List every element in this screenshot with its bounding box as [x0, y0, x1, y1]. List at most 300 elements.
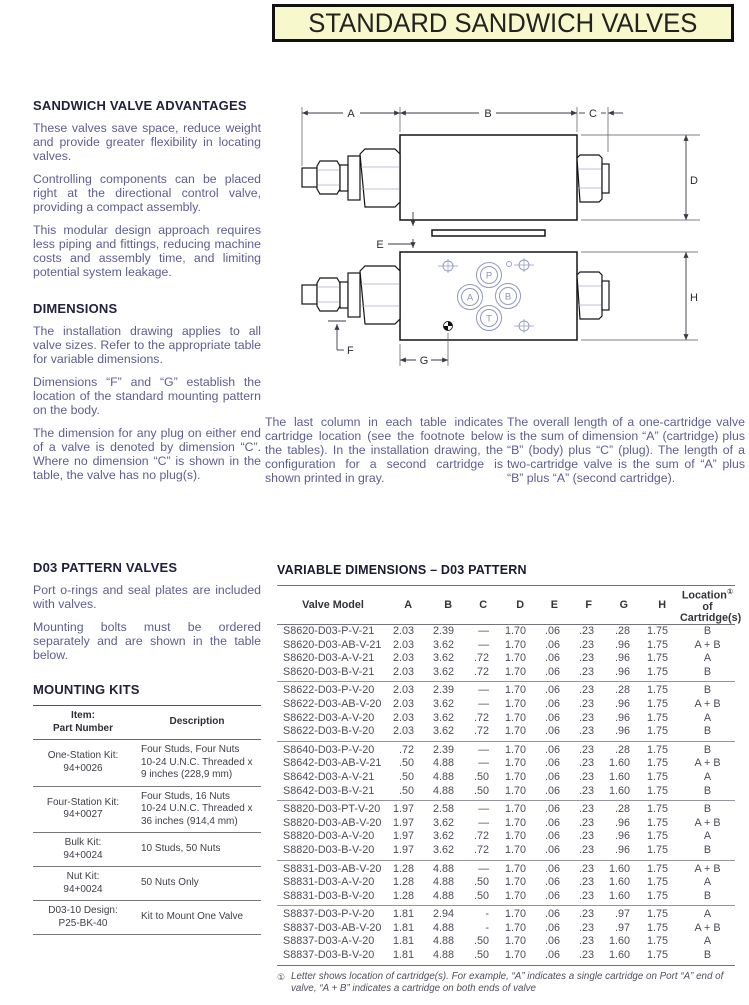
valve-model-cell: S8820-D03-A-V-20	[283, 830, 375, 843]
dimension-cell: 1.81	[392, 921, 414, 934]
col-header-D: D	[501, 586, 538, 625]
dimension-cell: 1.70	[504, 697, 526, 710]
mounting-kit-row	[33, 867, 261, 901]
section-heading-d03: D03 PATTERN VALVES	[33, 560, 178, 575]
valve-model-cell: S8620-D03-B-V-21	[283, 665, 375, 678]
cartridge-location-cell: A + B	[694, 921, 721, 934]
dimension-cell: .28	[606, 682, 642, 698]
dimension-cell: 1.70	[504, 949, 526, 962]
dimension-cell: 3.62	[432, 725, 454, 738]
dimension-cell: .06	[544, 697, 560, 710]
dimension-cell: .50	[398, 784, 414, 797]
valve-model-cell: S8642-D03-AB-V-21	[283, 757, 382, 770]
title-banner	[272, 4, 734, 42]
dimension-cell: .28	[614, 625, 630, 637]
valve-model-cell: S8622-D03-AB-V-20	[283, 697, 382, 710]
paragraph: Mounting bolts must be ordered separately and are shown in the table below.	[33, 620, 261, 662]
col-header-valve-model: Valve Model	[277, 586, 389, 625]
dimension-cell: 1.60	[608, 770, 630, 783]
col-header-E: E	[538, 586, 572, 625]
table-row	[277, 860, 735, 876]
dimension-cell: 1.60	[608, 889, 630, 902]
paragraph: These valves save space, reduce weight and provide greater flexibility in locating valves.	[33, 121, 261, 163]
cartridge-location-cell: A	[680, 906, 735, 922]
dimension-cell: -	[466, 906, 501, 922]
kit-part-number: Nut Kit: 94+0024	[33, 867, 133, 901]
valve-model-cell: S8640-D03-P-V-20	[277, 741, 389, 757]
dim-label-h: H	[690, 292, 698, 304]
table-row	[277, 639, 735, 653]
dimension-cell: 1.75	[642, 682, 680, 698]
cartridge-location-cell: A	[703, 770, 712, 783]
port-t	[477, 306, 502, 331]
dimension-cell: 2.94	[426, 906, 466, 922]
dimension-cell: 2.03	[392, 711, 414, 724]
dimension-cell: —	[466, 741, 501, 757]
dimension-cell: 1.70	[504, 935, 526, 948]
cartridge-location-cell: B	[703, 725, 712, 738]
dimension-cell: 1.28	[392, 889, 414, 902]
dimension-cell: 1.60	[608, 876, 630, 889]
dimension-cell: .28	[606, 801, 642, 817]
table-row	[277, 712, 735, 726]
kit-part-number: D03-10 Design: P25-BK-40	[33, 901, 133, 935]
dimension-cell: —	[466, 860, 501, 876]
dimension-cell: 1.75	[646, 652, 668, 665]
valve-model-cell: S8831-D03-B-V-20	[283, 889, 375, 902]
dimension-cell: .06	[544, 665, 560, 678]
valve-model-cell: S8620-D03-P-V-21	[283, 625, 375, 637]
dimension-cell: .23	[578, 784, 594, 797]
bottom-view	[302, 252, 701, 367]
dimension-cell: .23	[578, 935, 594, 948]
col-header-B: B	[426, 586, 466, 625]
dimension-cell: —	[466, 801, 501, 817]
paragraph: The dimension for any plug on either end of a valve is denoted by dimension “C”. Where no dimension “C” is shown in the table, the valve has no plug(s).	[33, 426, 261, 482]
dimension-cell: 1.97	[392, 816, 414, 829]
table-row	[277, 935, 735, 949]
dimension-cell: .06	[544, 625, 560, 637]
dimension-cell: .23	[572, 682, 606, 698]
valve-model-cell: S8622-D03-P-V-20	[277, 682, 389, 698]
dimension-cell: .97	[606, 906, 642, 922]
valve-model-cell: S8820-D03-PT-V-20	[277, 801, 389, 817]
dimension-cell: 3.62	[432, 843, 454, 856]
dim-label-b: B	[484, 108, 492, 120]
dimension-cell: 1.75	[642, 741, 680, 757]
dimension-cell: .23	[578, 652, 594, 665]
dimension-cell: 1.70	[504, 770, 526, 783]
dimension-cell: 1.75	[646, 665, 668, 678]
dimension-cell: 4.88	[432, 949, 454, 962]
dimension-cell: 1.81	[392, 935, 414, 948]
paragraph: The installation drawing applies to all valve sizes. Refer to the appropriate table for variable dimensions.	[33, 324, 261, 366]
mounting-kit-row	[33, 901, 261, 935]
dimension-cell: .06	[544, 770, 560, 783]
valve-model-cell: S8831-D03-A-V-20	[283, 876, 375, 889]
dimension-cell: 1.75	[646, 935, 668, 948]
dimension-cell: 3.62	[432, 638, 454, 651]
dimension-cell: 1.60	[608, 784, 630, 797]
section-heading-mounting-kits: MOUNTING KITS	[33, 682, 140, 697]
dimension-cell: .06	[544, 784, 560, 797]
dimension-cell: .23	[578, 876, 594, 889]
dimension-cell: .23	[578, 921, 594, 934]
port-b	[496, 284, 521, 309]
dimension-cell: 1.70	[501, 801, 538, 817]
dimension-cell: .06	[544, 711, 560, 724]
dimension-cell: 1.75	[646, 816, 668, 829]
note-cartridge-location: The last column in each table indicates cartridge location (see the footnote below the tables). In the installation drawing, the configuration for a second cartridge is shown printed in gray.	[265, 415, 503, 485]
table-row	[277, 757, 735, 771]
table-row	[277, 801, 735, 817]
dimension-cell: 2.39	[426, 682, 466, 698]
cartridge-location-cell: A + B	[680, 860, 735, 876]
dimension-cell: 1.70	[504, 921, 526, 934]
cartridge-location-cell: B	[680, 801, 735, 817]
top-view	[302, 106, 701, 220]
dimension-cell: 1.75	[642, 860, 680, 876]
dimension-cell: .50	[473, 876, 489, 889]
cartridge-location-cell: A	[703, 876, 712, 889]
valve-model-cell: S8831-D03-AB-V-20	[277, 860, 389, 876]
dimension-cell: 4.88	[432, 770, 454, 783]
dimension-cell: .23	[578, 830, 594, 843]
dimension-cell: 4.88	[426, 860, 466, 876]
dimension-cell: .06	[538, 682, 572, 698]
dimension-cell: .72	[473, 830, 489, 843]
dimension-cell: 1.75	[642, 906, 680, 922]
dimension-cell: 1.70	[501, 741, 538, 757]
dimension-cell: 1.75	[646, 921, 668, 934]
left-column-bottom	[33, 560, 261, 935]
kit-description: 50 Nuts Only	[133, 867, 261, 901]
mounting-kits-header-row	[33, 706, 261, 740]
dimension-cell: .72	[473, 843, 489, 856]
table-row	[277, 949, 735, 965]
dimension-cell: 1.75	[642, 801, 680, 817]
table-row	[277, 785, 735, 801]
paragraph: Port o-rings and seal plates are included with valves.	[33, 583, 261, 611]
dimension-cell: .96	[614, 843, 630, 856]
dimension-cell: 1.81	[389, 906, 426, 922]
dimension-cell: .06	[538, 741, 572, 757]
dimension-cell: .23	[578, 697, 594, 710]
dimension-cell: .50	[473, 889, 489, 902]
dimension-cell: .72	[473, 652, 489, 665]
dimension-cell: .23	[572, 801, 606, 817]
dimension-cell: 1.70	[504, 625, 526, 637]
table-row	[277, 922, 735, 936]
paragraph: Dimensions “F” and “G” establish the location of the standard mounting pattern on the body.	[33, 375, 261, 417]
dimension-cell: 1.75	[646, 876, 668, 889]
section-heading-dimensions: DIMENSIONS	[33, 301, 118, 316]
dimension-cell: .23	[578, 757, 594, 770]
col-header-location: Location① of Cartridge(s)	[680, 587, 742, 624]
cartridge-location-cell: A	[703, 935, 712, 948]
kit-description: 10 Studs, 50 Nuts	[133, 833, 261, 867]
table-row	[277, 652, 735, 666]
mounting-kit-row	[33, 740, 261, 787]
cartridge-location-cell: A + B	[694, 757, 721, 770]
dimension-cell: .96	[614, 725, 630, 738]
dimension-cell: 3.62	[432, 816, 454, 829]
dimension-cell: 1.70	[504, 711, 526, 724]
dimension-cell: 1.70	[504, 876, 526, 889]
dimension-cell: .06	[544, 652, 560, 665]
dimension-cell: —	[478, 757, 489, 770]
col-header-F: F	[572, 586, 606, 625]
dimension-cell: 1.70	[504, 816, 526, 829]
dimension-cell: .06	[538, 906, 572, 922]
dim-label-g: G	[419, 355, 429, 367]
port-label-p: P	[485, 270, 493, 282]
cartridge-location-cell: B	[703, 784, 712, 797]
paragraph: This modular design approach requires less piping and fittings, reducing machine costs and assembly time, and limiting potential system leakage.	[33, 223, 261, 279]
dim-label-c: C	[589, 108, 597, 120]
dimension-cell: —	[478, 816, 489, 829]
col-header-H: H	[642, 586, 680, 625]
dim-table-body	[277, 625, 735, 966]
dimension-cell: 1.75	[646, 757, 668, 770]
dimension-cell: 3.62	[432, 652, 454, 665]
dimension-cell: .50	[473, 784, 489, 797]
table-row	[277, 682, 735, 698]
dimension-cell: .28	[606, 741, 642, 757]
dimension-cell: 4.88	[432, 935, 454, 948]
dimension-cell: 1.70	[501, 860, 538, 876]
page-title: STANDARD SANDWICH VALVES	[308, 7, 698, 38]
dimension-cell: .23	[572, 741, 606, 757]
dimension-cell: 2.39	[426, 741, 466, 757]
valve-model-cell: S8642-D03-A-V-21	[283, 770, 375, 783]
dimension-cell: 4.88	[432, 889, 454, 902]
d03-paragraphs	[33, 583, 261, 662]
footnote-symbol: ①	[277, 971, 286, 982]
dim-label-d: D	[690, 175, 698, 187]
valve-model-cell: S8620-D03-A-V-21	[283, 652, 375, 665]
dim-label-e: E	[376, 239, 384, 251]
dimension-cell: .06	[544, 725, 560, 738]
dimension-cell: 1.70	[504, 652, 526, 665]
dimension-cell: .06	[544, 816, 560, 829]
dimension-cell: .06	[544, 949, 560, 962]
dimension-cell: 1.70	[504, 830, 526, 843]
dimension-cell: 2.03	[389, 682, 426, 698]
dimension-cell: .06	[544, 830, 560, 843]
dimension-cell: .50	[398, 757, 414, 770]
dimension-cell: —	[478, 638, 489, 651]
col-header-part-number: Item: Part Number	[33, 706, 133, 740]
dimension-cell: .23	[578, 665, 594, 678]
port-label-a: A	[466, 292, 474, 304]
dimension-cell: 1.75	[646, 625, 668, 637]
dimension-cell: .50	[473, 935, 489, 948]
dimension-cell: —	[478, 625, 489, 637]
dimension-cell: .23	[572, 860, 606, 876]
dim-label-a: A	[347, 108, 355, 120]
mounting-kits-body	[33, 740, 261, 935]
dimension-cell: 2.03	[392, 697, 414, 710]
cartridge-location-cell: A + B	[694, 697, 721, 710]
dimension-cell: .96	[614, 830, 630, 843]
dimension-cell: .06	[538, 801, 572, 817]
dimension-cell: 1.28	[392, 876, 414, 889]
dimensions-table	[277, 585, 742, 966]
dimension-cell: .96	[614, 665, 630, 678]
table-row	[277, 906, 735, 922]
dimension-cell: —	[466, 682, 501, 698]
dimension-cell: 1.97	[389, 801, 426, 817]
table-footnote	[277, 971, 727, 995]
dimension-cell: .96	[614, 638, 630, 651]
valve-model-cell: S8820-D03-B-V-20	[283, 843, 375, 856]
port-label-t: T	[486, 313, 492, 325]
installation-drawing	[280, 92, 745, 414]
valve-model-cell: S8620-D03-AB-V-21	[283, 638, 382, 651]
dim-label-f: F	[347, 345, 354, 357]
cartridge-location-cell: A	[703, 711, 712, 724]
cartridge-location-cell: B	[703, 949, 712, 962]
dimension-cell: 1.75	[646, 889, 668, 902]
dimension-cell: .72	[473, 665, 489, 678]
cartridge-location-cell: B	[703, 625, 712, 637]
port-a	[458, 285, 483, 310]
cartridge-location-cell: A	[703, 830, 712, 843]
dimension-cell: 1.70	[504, 725, 526, 738]
dimensions-paragraphs	[33, 324, 261, 482]
dimension-cell: 4.88	[432, 921, 454, 934]
dimension-cell: .50	[473, 770, 489, 783]
dimension-cell: -	[485, 921, 489, 934]
dimension-cell: .96	[614, 697, 630, 710]
dimension-cell: .72	[389, 741, 426, 757]
dimension-cell: 1.60	[608, 949, 630, 962]
col-header-C: C	[466, 586, 501, 625]
dimension-cell: .23	[578, 725, 594, 738]
table-row	[277, 771, 735, 785]
dimension-cell: 1.70	[501, 682, 538, 698]
dimension-cell: 3.62	[432, 830, 454, 843]
footnote-text: Letter shows location of cartridge(s). For example, “A” indicates a single cartridge on Port “A” end of valve, “A + B” indicates a cartridge on both ends of valve	[291, 970, 724, 994]
dimension-cell: 1.75	[646, 770, 668, 783]
dim-table-header-row	[277, 586, 735, 625]
dimension-cell: .06	[544, 889, 560, 902]
mounting-kits-table	[33, 705, 261, 935]
dimension-cell: 1.75	[646, 784, 668, 797]
dimension-cell: .72	[473, 725, 489, 738]
valve-model-cell: S8622-D03-A-V-20	[283, 711, 375, 724]
cartridge-location-cell: B	[703, 665, 712, 678]
dimension-cell: 1.75	[646, 830, 668, 843]
table-row	[277, 625, 735, 639]
dimension-cell: 1.75	[646, 725, 668, 738]
dimension-cell: 1.70	[504, 889, 526, 902]
dimension-cell: .96	[614, 652, 630, 665]
mounting-kit-row	[33, 786, 261, 833]
port-label-b: B	[504, 291, 512, 303]
cartridge-location-cell: A + B	[694, 816, 721, 829]
cartridge-location-cell: B	[680, 682, 735, 698]
dimension-cell: 1.75	[646, 638, 668, 651]
dimension-cell: .23	[578, 949, 594, 962]
dimension-cell: 4.88	[432, 784, 454, 797]
table-row	[277, 698, 735, 712]
cartridge-location-cell: B	[703, 843, 712, 856]
valve-model-cell: S8837-D03-A-V-20	[283, 935, 375, 948]
dimension-cell: .06	[544, 935, 560, 948]
advantages-paragraphs	[33, 121, 261, 279]
dimension-cell: 3.62	[432, 697, 454, 710]
dimension-cell: .23	[572, 906, 606, 922]
col-header-description: Description	[133, 706, 261, 740]
valve-model-cell: S8642-D03-B-V-21	[283, 784, 375, 797]
table-row	[277, 890, 735, 906]
cartridge-location-cell: A	[703, 652, 712, 665]
col-header-A: A	[389, 586, 426, 625]
table-row	[277, 666, 735, 682]
valve-model-cell: S8820-D03-AB-V-20	[283, 816, 382, 829]
valve-model-cell: S8622-D03-B-V-20	[283, 725, 375, 738]
dimension-cell: .23	[578, 638, 594, 651]
dimension-cell: .06	[538, 860, 572, 876]
dimension-cell: .06	[544, 921, 560, 934]
dimension-cell: .23	[578, 816, 594, 829]
dimension-cell: 1.81	[392, 949, 414, 962]
dimension-cell: 2.03	[392, 652, 414, 665]
table-row	[277, 830, 735, 844]
kit-part-number: One-Station Kit: 94+0026	[33, 740, 133, 787]
left-column-top	[33, 98, 261, 491]
dimension-cell: 4.88	[432, 876, 454, 889]
dimension-cell: .23	[578, 625, 594, 637]
dimension-cell: 1.97	[392, 830, 414, 843]
dimension-cell: .06	[544, 876, 560, 889]
dimension-cell: 1.28	[389, 860, 426, 876]
dimension-cell: .06	[544, 638, 560, 651]
dimension-cell: 4.88	[432, 757, 454, 770]
paragraph: Controlling components can be placed right at the directional control valve, providing a compact assembly.	[33, 172, 261, 214]
col-header-G: G	[606, 586, 642, 625]
dimension-cell: 1.70	[504, 638, 526, 651]
dimension-cell: 2.03	[392, 625, 414, 637]
kit-part-number: Four-Station Kit: 94+0027	[33, 786, 133, 833]
table-row	[277, 741, 735, 757]
dimension-cell: .96	[614, 711, 630, 724]
dimension-cell: 1.75	[646, 949, 668, 962]
dimension-cell: .23	[578, 843, 594, 856]
dimension-cell: 1.70	[504, 757, 526, 770]
dimension-cell: 1.60	[608, 757, 630, 770]
dimension-cell: —	[478, 697, 489, 710]
dimension-cell: .23	[578, 711, 594, 724]
dimension-cell: 3.62	[432, 665, 454, 678]
dimension-cell: .97	[614, 921, 630, 934]
dimension-cell: .72	[473, 711, 489, 724]
dimension-cell: 1.75	[646, 843, 668, 856]
dimension-cell: 1.75	[646, 711, 668, 724]
dimension-cell: .23	[578, 770, 594, 783]
cartridge-location-cell: B	[680, 741, 735, 757]
dimension-cell: .96	[614, 816, 630, 829]
valve-model-cell: S8837-D03-AB-V-20	[283, 921, 382, 934]
cartridge-location-cell: A + B	[694, 638, 721, 651]
dimension-cell: 1.70	[504, 784, 526, 797]
dimension-cell: .50	[473, 949, 489, 962]
dimension-cell: 1.60	[606, 860, 642, 876]
dimension-cell: 2.03	[392, 665, 414, 678]
section-heading-advantages: SANDWICH VALVE ADVANTAGES	[33, 98, 247, 113]
